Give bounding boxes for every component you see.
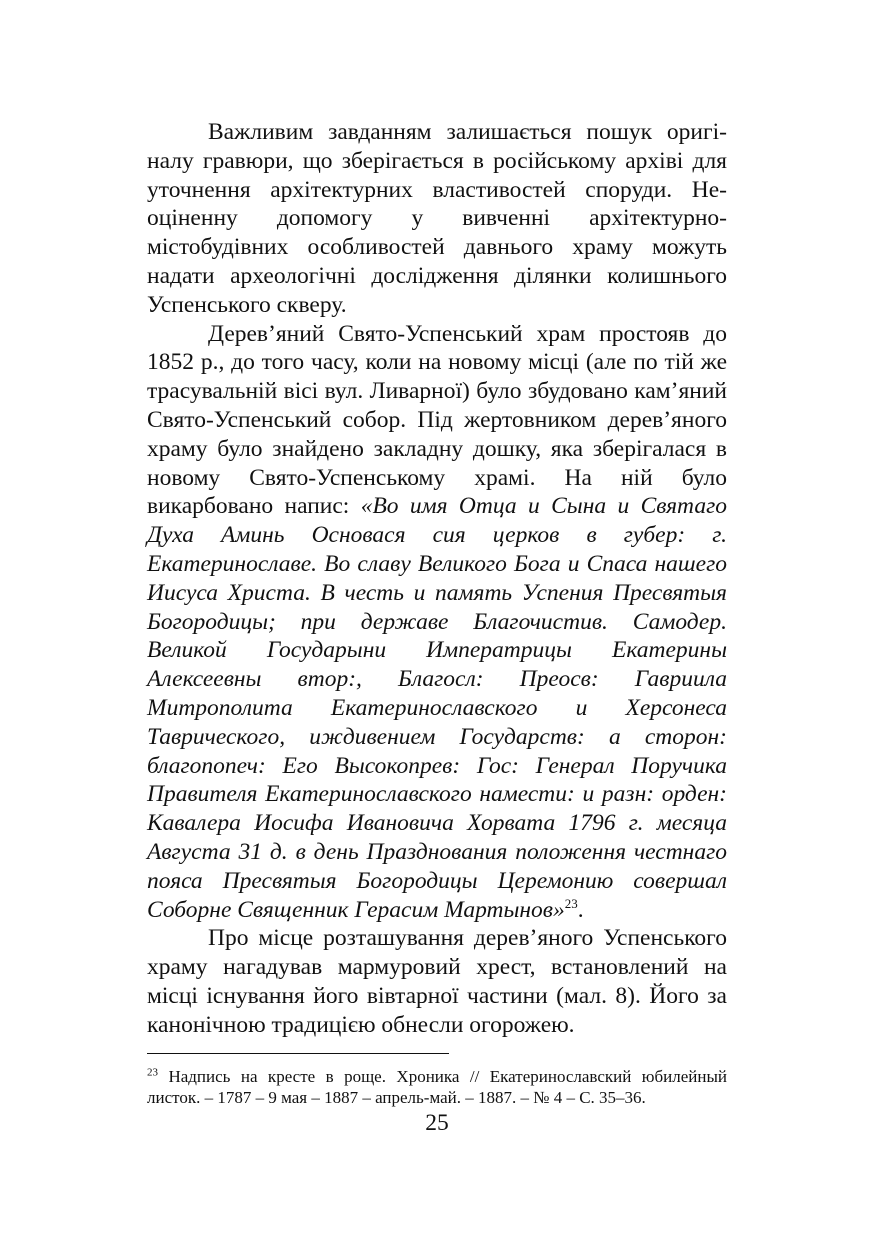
footnote-separator [147, 1053, 449, 1054]
paragraph-1: Важливим завданням залишається пошук оригіналу гравюри, що зберігається в російському архіві для уточнення архітектурних властивостей споруди. Неоціненну допомогу у вивченні архітектурно-містобудівних особливостей давнього храму можуть надати археологічні дослідження ділянки колишнього Успенського скверу. [147, 119, 727, 318]
inscription-quote: «Во имя Отца и Сына и Святаго Духа Аминь Основася сия церков в губер: г. Екатеринославе. Во славу Великого Бога и Спаса нашего Иисуса Христа. В честь и память Успения Пресвятыя Богородицы; при державе Благочистив. Самодер. Великой Государыни Императрицы Екатерины Алексеевны втор:, Благосл: Преосв: Гавриила Митрополита Екатеринославского и Херсонеса Таврического, иждивением Государств: а сторон: благопопеч: Его Высокопрев: Гос: Генерал Поручика Правителя Екатеринославского намести: и разн: орден: Кавалера Иосифа Ивановича Хорвата 1796 г. месяца Августа 31 д. в день Празднования положення честнаго пояса Пресвятыя Богородицы Церемонию совершал Соборне Священник Герасим Мартынов» [147, 493, 727, 923]
main-text [147, 118, 727, 1040]
paragraph-2-end: . [577, 896, 584, 923]
paragraph-2-text: Дерев’яний Свято-Успенський храм простояв до 1852 р., до того часу, коли на новому місці (але по тій же трасувальній вісі вул. Ливарної) було збудовано кам’яний Свято-Успенський собор. Під жертовником дерев’яного храму було знайдено закладну дошку, яка зберігалася в новому Свято-Успенському храмі. На ній було викарбовано напис: [147, 320, 727, 520]
footnote-text: Надпись на кресте в роще. Хроника // Екатеринославский юбилейный листок. – 1787 – 9 мая – 1887 – апрель-май. – 1887. – № 4 – С. 35–36. [147, 1067, 727, 1107]
page-number: 25 [425, 1110, 449, 1136]
footnote-reference[interactable]: 23 [564, 895, 578, 911]
footnote [147, 1066, 727, 1108]
paragraph-3: Про місце розташування дерев’яного Успенського храму нагадував мармуровий хрест, встановлений на місці існування його вівтарної частини (мал. 8). Його за канонічною традицією обнесли огорожею. [147, 925, 727, 1038]
footnote-number: 23 [147, 1066, 158, 1079]
paragraph-2 [147, 320, 727, 925]
